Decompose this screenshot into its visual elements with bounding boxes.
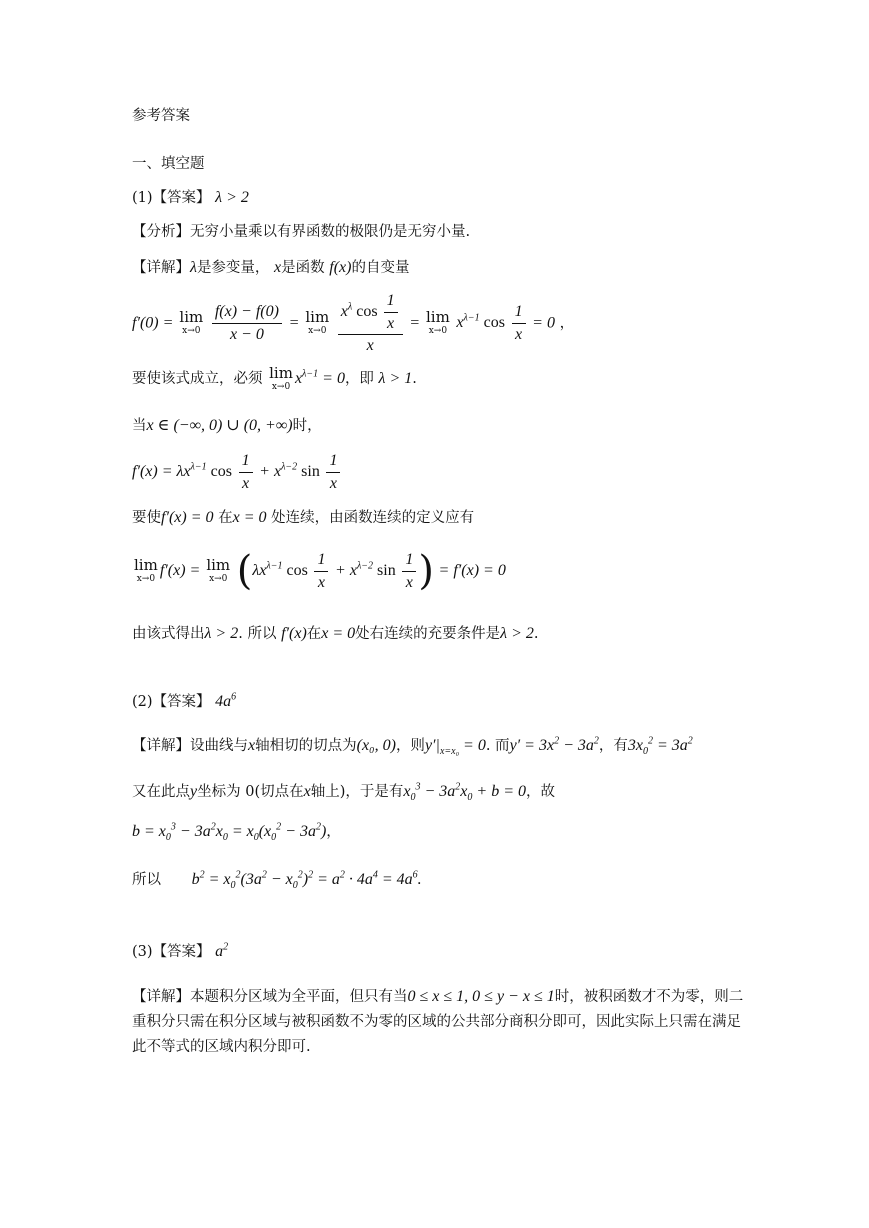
zai-text: 在 xyxy=(218,510,233,526)
conclusion-mid: . 所以 xyxy=(238,626,277,642)
x-equals-zero-2: x = 0 xyxy=(321,625,356,642)
lambda-symbol: λ xyxy=(190,259,197,276)
q1-fprime-formula: $f'(x) = \lambda x^{\lambda-1}$ cos $\frac{1}{x}$ + $x^{\lambda-2}$ sin $\frac{1}{x}$ xyxy=(132,452,759,492)
conclusion-zai: 在 xyxy=(306,626,322,642)
conclusion-mid3: 处右连续的充要条件是 xyxy=(355,626,501,642)
condition-result: λ > 1 xyxy=(378,370,413,387)
q1-detail-tag: 【详解】 xyxy=(132,260,190,276)
q3-detail-paragraph xyxy=(132,984,749,1060)
condition-text: 要使该式成立，必须 xyxy=(132,371,263,387)
q2-text-d: . 而 xyxy=(485,738,510,754)
q2-y: y xyxy=(190,783,198,800)
q1-detail-text-2: 是函数 xyxy=(281,260,325,276)
q2-detail-tag: 【详解】 xyxy=(132,738,190,754)
q2-b-formula: $b = x_0^3 - 3a^2x_0 = x_0(x_0^2 - 3a^2)$， xyxy=(132,821,341,844)
q3-text-b: 时，被积函数才不为零，则二重积分只需在积分区域与被积函数不为零的区域的公共部分商积分即可，因此实际上只需在满足此不等式的区域内积分即可. xyxy=(132,989,744,1055)
q2-text-f: 又在此点 xyxy=(132,784,190,800)
q2-text-g: 坐标为 0(切点在 xyxy=(197,784,304,800)
dang-text: 当 xyxy=(132,418,147,434)
q1-domain-line xyxy=(132,414,759,435)
q3-detail-tag: 【详解】 xyxy=(132,989,190,1005)
q2-text-b: 轴相切的切点为 xyxy=(255,738,357,754)
fprime-x: f′(x) xyxy=(281,625,307,642)
tangent-point: (x₀, 0) xyxy=(356,737,396,754)
q2-answer: $4a^6$ xyxy=(215,691,237,710)
q2-text-i: ，故 xyxy=(526,784,555,800)
q2-x-2: x xyxy=(303,783,311,800)
q2-text-e: ，有 xyxy=(598,738,628,754)
domain-expr: x ∈ (−∞, 0) ∪ (0, +∞) xyxy=(146,417,293,434)
fx-symbol: f(x) xyxy=(329,259,352,276)
q3-inequality: 0 ≤ x ≤ 1, 0 ≤ y − x ≤ 1 xyxy=(407,988,555,1005)
q1-detail-text-3: 的自变量 xyxy=(351,260,410,276)
q1-analysis-text: 无穷小量乘以有界函数的极限仍是无穷小量. xyxy=(190,224,471,240)
q1-analysis-tag: 【分析】 xyxy=(132,224,190,240)
q3-label: (3)【答案】 xyxy=(132,944,211,960)
q2-detail-line-2: 又在此点y坐标为 0(切点在x轴上)，于是有$x_0^3 - 3a^2x_0 + b = 0$，故 xyxy=(132,781,555,804)
q2-x: x xyxy=(248,737,256,754)
q1-detail-line xyxy=(132,256,759,277)
q1-label: (1)【答案】 xyxy=(132,190,211,206)
suoyi-text: 所以 xyxy=(132,872,161,888)
q1-derivative-formula: f′(0) = lim x→0 $\frac{f(x) - f(0)}{x - 0}$ = lim x→0 $x^\lambda$ cos $\frac{1}{x}$ x = lim x→0 $x^{\lambda-1}$ cos $\frac{1}{x}$ = 0 ， xyxy=(132,292,575,355)
q3-answer: $a^2$ xyxy=(215,941,229,960)
condition-mid: ，即 xyxy=(344,371,374,387)
q3-text-a: 本题积分区域为全平面，但只有当 xyxy=(190,989,408,1005)
q2-text-h: 轴上)，于是有 xyxy=(310,784,404,800)
q1-limit-formula: lim x→0 f′(x) = lim x→0 ($\lambda x^{\lambda-1}$ cos $\frac{1}{x}$ + $x^{\lambda-2}$ sin $\frac{1}{x}$ ) = f′(x) = 0 xyxy=(134,548,506,594)
fprime-zero: f′(x) = 0 xyxy=(161,509,214,526)
lambda-gt-2-b: λ > 2 xyxy=(500,625,534,642)
q2-text-a: 设曲线与 xyxy=(190,738,248,754)
q1-conclusion-line xyxy=(132,622,759,643)
q1-condition-line: 要使该式成立，必须 lim x→0 $x^{\lambda-1} = 0$，即 λ > 1. xyxy=(132,364,417,392)
section-title: 一、填空题 xyxy=(132,156,205,172)
continuity-text: 处连续，由函数连续的定义应有 xyxy=(271,510,475,526)
q1-detail-text-1: 是参变量， xyxy=(196,260,270,276)
lambda-gt-2: λ > 2 xyxy=(204,625,239,642)
q2-text-c: ，则 xyxy=(395,738,425,754)
x-equals-zero: x = 0 xyxy=(232,509,267,526)
shi-text: 时， xyxy=(292,418,322,434)
conclusion-end: . xyxy=(533,626,539,642)
q2-label: (2)【答案】 xyxy=(132,694,211,710)
q2-answer-line xyxy=(132,690,759,711)
q2-comma: ， xyxy=(326,824,341,840)
q1-continuity-line xyxy=(132,506,759,527)
q2-detail-line-1: 【详解】设曲线与x轴相切的切点为(x₀, 0)，则$y'|_{x=x_0} = 0$. 而$y' = 3x^2 - 3a^2$，有$3x_0^2 = 3a^2$ xyxy=(132,735,693,758)
q2-result-line: 所以 $b^2 = x_0^2(3a^2 - x_0^2)^2 = a^2 \cdot 4a^4 = 4a^6$. xyxy=(132,869,422,892)
page-title: 参考答案 xyxy=(132,108,190,124)
conclusion-pre: 由该式得出 xyxy=(132,626,205,642)
q1-answer: λ > 2 xyxy=(215,189,249,206)
q1-analysis-line xyxy=(132,220,759,241)
x-symbol: x xyxy=(274,259,282,276)
yaoshi-text: 要使 xyxy=(132,510,161,526)
q1-answer-line xyxy=(132,186,759,207)
q3-answer-line xyxy=(132,940,759,961)
